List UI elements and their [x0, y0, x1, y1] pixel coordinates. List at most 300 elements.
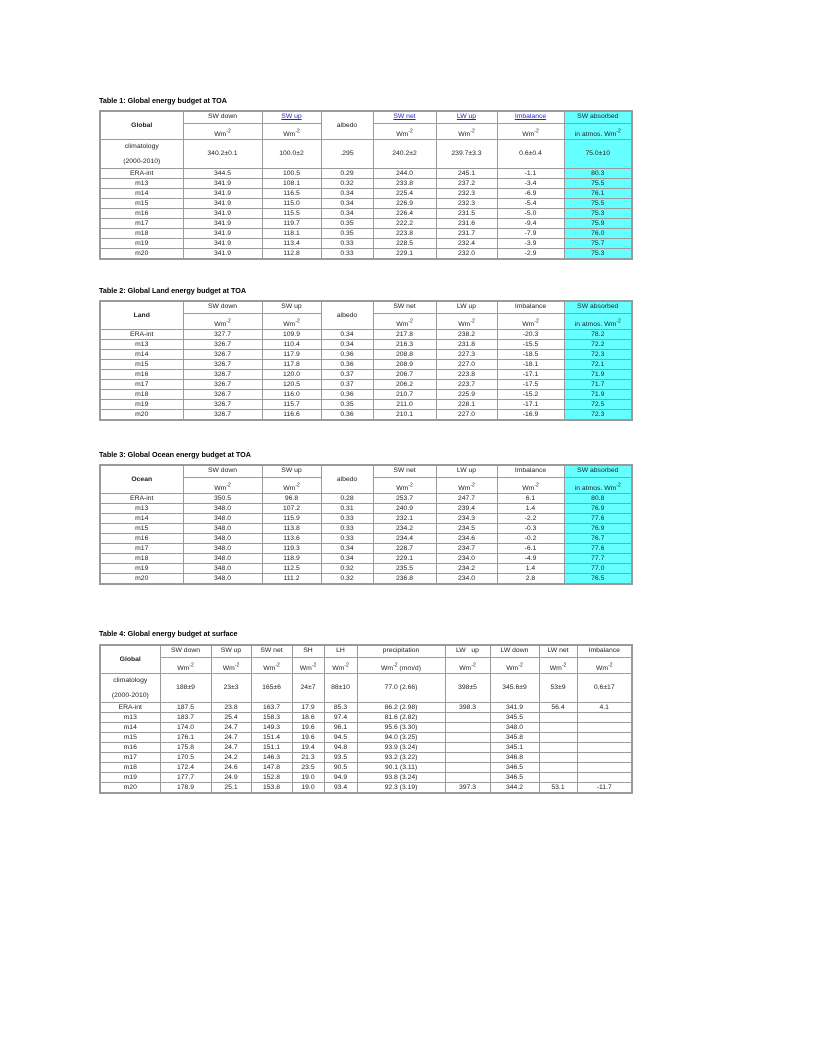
- table-cell: [445, 762, 490, 772]
- table-cell: 94.5: [324, 732, 357, 742]
- table-cell: 111.2: [262, 573, 321, 584]
- table-cell: 72.1: [564, 359, 632, 369]
- row-label: m17: [100, 752, 160, 762]
- table-cell: 93.9 (3.24): [357, 742, 445, 752]
- table-cell: 228.7: [373, 543, 436, 553]
- table1-corner: Global: [100, 111, 183, 139]
- table-cell: 176.1: [160, 732, 211, 742]
- table-cell: 234.2: [436, 563, 497, 573]
- unit-label: $Wm^{-2}$: [251, 657, 292, 673]
- row-label: m13: [100, 178, 183, 188]
- table-cell: [577, 712, 632, 722]
- table-cell: 72.3: [564, 409, 632, 420]
- row-label: ERA-int: [100, 329, 183, 339]
- table-cell: 227.0: [436, 409, 497, 420]
- table-cell: 53.1: [539, 782, 577, 793]
- table-row: [100, 553, 632, 563]
- table-cell: 227.3: [436, 349, 497, 359]
- table-cell: 24.7: [211, 732, 251, 742]
- table2-col-header: SW up: [262, 301, 321, 313]
- table-cell: 81.6 (2.82): [357, 712, 445, 722]
- table-cell: 344.2: [490, 782, 539, 793]
- table-row: [100, 399, 632, 409]
- table-cell: 23.5: [292, 762, 324, 772]
- table4-col-header: SH: [292, 645, 324, 657]
- table-cell: 80.3: [564, 168, 632, 178]
- table-cell: 344.5: [183, 168, 262, 178]
- table-cell: 0.37: [321, 369, 373, 379]
- table-cell: 345.8: [490, 732, 539, 742]
- table-cell: [445, 742, 490, 752]
- row-label: m14: [100, 722, 160, 732]
- unit-label: $Wm^{-2}$: [183, 123, 262, 139]
- table-cell: 152.8: [251, 772, 292, 782]
- table-cell: 19.0: [292, 782, 324, 793]
- table-cell: 75.3: [564, 208, 632, 218]
- table-cell: 21.3: [292, 752, 324, 762]
- table-cell: 232.3: [436, 198, 497, 208]
- table-row: [100, 168, 632, 178]
- table-cell: -0.2: [497, 533, 564, 543]
- table-cell: [539, 772, 577, 782]
- table-cell: 90.5: [324, 762, 357, 772]
- table-cell: 93.2 (3.22): [357, 752, 445, 762]
- row-label: ERA-int: [100, 493, 183, 503]
- table1-climatology-row: [100, 139, 632, 168]
- table-cell: 94.0 (3.25): [357, 732, 445, 742]
- table-cell: 206.7: [373, 369, 436, 379]
- table-cell: [539, 732, 577, 742]
- unit-label: $Wm^{-2}$: [577, 657, 632, 673]
- table-cell: 0.33: [321, 248, 373, 259]
- table-cell: 120.5: [262, 379, 321, 389]
- table-cell: 71.9: [564, 389, 632, 399]
- table4-col-header: LW up: [445, 645, 490, 657]
- table-cell: 178.9: [160, 782, 211, 793]
- table-cell: -15.5: [497, 339, 564, 349]
- table-cell: 19.0: [292, 772, 324, 782]
- row-label: ERA-int: [100, 702, 160, 712]
- table-cell: 345.6±9: [490, 673, 539, 702]
- table-cell: 24.2: [211, 752, 251, 762]
- table2-col-header: SW absorbed: [564, 301, 632, 313]
- unit-label: $Wm^{-2}$: [373, 123, 436, 139]
- table-cell: 71.9: [564, 369, 632, 379]
- table-cell: 326.7: [183, 389, 262, 399]
- table-cell: 225.9: [436, 389, 497, 399]
- table-cell: 71.7: [564, 379, 632, 389]
- table1-col-header-link[interactable]: Imbalance: [497, 111, 564, 123]
- table-cell: 188±9: [160, 673, 211, 702]
- table4-col-header: SW down: [160, 645, 211, 657]
- table-cell: 75.9: [564, 218, 632, 228]
- table-cell: 231.7: [436, 228, 497, 238]
- table-cell: -2.9: [497, 248, 564, 259]
- table-row: [100, 238, 632, 248]
- table-cell: 0.34: [321, 208, 373, 218]
- table-cell: 149.3: [251, 722, 292, 732]
- table-cell: 228.5: [373, 238, 436, 248]
- unit-label: $Wm^{-2}$: [497, 313, 564, 329]
- table-cell: 0.37: [321, 379, 373, 389]
- table4-col-header: LW down: [490, 645, 539, 657]
- table-cell: -18.5: [497, 349, 564, 359]
- table2-caption: Table 2: Global Land energy budget at TOA: [99, 286, 247, 295]
- table-cell: 340.2±0.1: [183, 139, 262, 168]
- unit-label: $Wm^{-2}$: [373, 477, 436, 493]
- table-cell: 228.1: [436, 399, 497, 409]
- table-cell: 232.3: [436, 188, 497, 198]
- table-cell: -17.1: [497, 369, 564, 379]
- row-label: m19: [100, 399, 183, 409]
- table-cell: -3.4: [497, 178, 564, 188]
- table-cell: 231.5: [436, 208, 497, 218]
- table-cell: 116.6: [262, 409, 321, 420]
- table-cell: 76.5: [564, 573, 632, 584]
- row-label: m20: [100, 248, 183, 259]
- table-cell: 227.0: [436, 359, 497, 369]
- table-cell: 225.4: [373, 188, 436, 198]
- table-cell: 108.1: [262, 178, 321, 188]
- table-cell: 348.0: [183, 573, 262, 584]
- table-cell: [539, 762, 577, 772]
- table-cell: 0.6±0.4: [497, 139, 564, 168]
- table1-col-header-link[interactable]: SW up: [262, 111, 321, 123]
- table-cell: 75.7: [564, 238, 632, 248]
- row-label: m16: [100, 533, 183, 543]
- table-cell: 348.0: [183, 513, 262, 523]
- table-cell: 326.7: [183, 379, 262, 389]
- table-cell: [445, 732, 490, 742]
- table-cell: [577, 772, 632, 782]
- table4-climatology-row: [100, 673, 632, 702]
- table-cell: 0.36: [321, 349, 373, 359]
- table-cell: 234.0: [436, 553, 497, 563]
- table-cell: 341.9: [183, 218, 262, 228]
- table-cell: -15.2: [497, 389, 564, 399]
- row-label: m18: [100, 228, 183, 238]
- table-cell: 119.7: [262, 218, 321, 228]
- table3-col-header: albedo: [321, 465, 373, 493]
- table-cell: 345.1: [490, 742, 539, 752]
- table4-col-header: Imbalance: [577, 645, 632, 657]
- table-cell: 0.33: [321, 513, 373, 523]
- table-row: [100, 248, 632, 259]
- table-cell: -17.5: [497, 379, 564, 389]
- table-cell: 223.8: [436, 369, 497, 379]
- table-cell: 348.0: [183, 543, 262, 553]
- table-cell: 77.6: [564, 543, 632, 553]
- table-cell: 247.7: [436, 493, 497, 503]
- table-cell: 115.9: [262, 513, 321, 523]
- unit-label: $Wm^{-2}$: [292, 657, 324, 673]
- row-label: m15: [100, 523, 183, 533]
- row-label: m19: [100, 238, 183, 248]
- table-cell: 6.1: [497, 493, 564, 503]
- table-cell: [445, 712, 490, 722]
- table-cell: 234.3: [436, 513, 497, 523]
- row-label: ERA-int: [100, 168, 183, 178]
- table3-col-header: SW net: [373, 465, 436, 477]
- table-cell: 19.6: [292, 732, 324, 742]
- table-cell: 234.0: [436, 573, 497, 584]
- table-cell: 326.7: [183, 409, 262, 420]
- unit-label: $Wm^{-2}$: [262, 313, 321, 329]
- table-cell: [539, 722, 577, 732]
- table-cell: 397.3: [445, 782, 490, 793]
- table-cell: 78.2: [564, 329, 632, 339]
- table-cell: 341.9: [183, 188, 262, 198]
- table-cell: 234.6: [436, 533, 497, 543]
- table-cell: 234.2: [373, 523, 436, 533]
- table-cell: -20.3: [497, 329, 564, 339]
- table-cell: 183.7: [160, 712, 211, 722]
- table-cell: 341.9: [183, 208, 262, 218]
- table-cell: 94.9: [324, 772, 357, 782]
- table-cell: 153.8: [251, 782, 292, 793]
- table-cell: -6.9: [497, 188, 564, 198]
- table-cell: 237.2: [436, 178, 497, 188]
- climatology-label: climatology (2000-2010): [100, 139, 183, 168]
- table4-corner: Global: [100, 645, 160, 673]
- row-label: m16: [100, 369, 183, 379]
- table-cell: 116.5: [262, 188, 321, 198]
- table-cell: 25.4: [211, 712, 251, 722]
- table-cell: 0.34: [321, 553, 373, 563]
- unit-label: $Wm^{-2}$: [373, 313, 436, 329]
- table-row: [100, 349, 632, 359]
- table-cell: 147.8: [251, 762, 292, 772]
- table-cell: 0.32: [321, 178, 373, 188]
- table-cell: 236.8: [373, 573, 436, 584]
- table-row: [100, 493, 632, 503]
- table-cell: 398±5: [445, 673, 490, 702]
- table-cell: 76.1: [564, 188, 632, 198]
- row-label: m15: [100, 198, 183, 208]
- table-row: [100, 359, 632, 369]
- table3-col-header: SW absorbed: [564, 465, 632, 477]
- table3-ocean-toa: [99, 464, 633, 585]
- unit-label: $Wm^{-2}$: [183, 477, 262, 493]
- table-cell: 1.4: [497, 563, 564, 573]
- unit-label: $Wm^{-2}$: [262, 477, 321, 493]
- table-cell: 170.5: [160, 752, 211, 762]
- table-cell: 75.3: [564, 248, 632, 259]
- table-row: [100, 772, 632, 782]
- table-cell: 232.0: [436, 248, 497, 259]
- table-cell: 326.7: [183, 359, 262, 369]
- unit-label: $Wm^{-2}$: [211, 657, 251, 673]
- table-cell: 113.8: [262, 523, 321, 533]
- unit-label: $Wm^{-2}$: [262, 123, 321, 139]
- table-row: [100, 188, 632, 198]
- row-label: m14: [100, 513, 183, 523]
- table1-caption: Table 1: Global energy budget at TOA: [99, 96, 227, 105]
- table-cell: 211.0: [373, 399, 436, 409]
- table-cell: 151.4: [251, 732, 292, 742]
- table-cell: 0.33: [321, 523, 373, 533]
- table-cell: 238.2: [436, 329, 497, 339]
- unit-label: $Wm^{-2}$: [324, 657, 357, 673]
- row-label: m18: [100, 762, 160, 772]
- table-cell: 0.33: [321, 533, 373, 543]
- unit-label: $Wm^{-2}$: [445, 657, 490, 673]
- table-cell: 146.3: [251, 752, 292, 762]
- table-cell: 216.3: [373, 339, 436, 349]
- table-cell: -5.0: [497, 208, 564, 218]
- table-row: [100, 389, 632, 399]
- table4-global-surface: [99, 644, 633, 794]
- table-row: [100, 732, 632, 742]
- table-cell: [577, 732, 632, 742]
- table-cell: 240.9: [373, 503, 436, 513]
- table-row: [100, 523, 632, 533]
- table-row: [100, 228, 632, 238]
- table-cell: 326.7: [183, 339, 262, 349]
- table-cell: [577, 722, 632, 732]
- table-cell: 253.7: [373, 493, 436, 503]
- table-cell: 56.4: [539, 702, 577, 712]
- table-cell: 346.8: [490, 752, 539, 762]
- table-cell: 23±3: [211, 673, 251, 702]
- table-cell: 341.9: [490, 702, 539, 712]
- table-cell: 245.1: [436, 168, 497, 178]
- table-cell: 244.0: [373, 168, 436, 178]
- table-cell: 72.3: [564, 349, 632, 359]
- table-cell: 0.34: [321, 188, 373, 198]
- climatology-label: climatology (2000-2010): [100, 673, 160, 702]
- table-cell: 94.8: [324, 742, 357, 752]
- table1-col-header: SW down: [183, 111, 262, 123]
- table-cell: 0.33: [321, 238, 373, 248]
- table-cell: 210.1: [373, 409, 436, 420]
- table-cell: [445, 722, 490, 732]
- row-label: m14: [100, 349, 183, 359]
- table-cell: 96.8: [262, 493, 321, 503]
- table-cell: 165±6: [251, 673, 292, 702]
- table-cell: 0.31: [321, 503, 373, 513]
- table-cell: 109.9: [262, 329, 321, 339]
- table-cell: -6.1: [497, 543, 564, 553]
- row-label: m13: [100, 339, 183, 349]
- unit-label: in atmos. $Wm^{-2}$: [564, 123, 632, 139]
- table-cell: 235.5: [373, 563, 436, 573]
- table-cell: 346.5: [490, 762, 539, 772]
- table-cell: [539, 742, 577, 752]
- table2-col-header: Imbalance: [497, 301, 564, 313]
- unit-label: $Wm^{-2}$: [497, 477, 564, 493]
- table-cell: 0.36: [321, 409, 373, 420]
- table-cell: 88±10: [324, 673, 357, 702]
- table-cell: 0.36: [321, 359, 373, 369]
- table-cell: 348.0: [183, 523, 262, 533]
- table-cell: 113.6: [262, 533, 321, 543]
- table-cell: 151.1: [251, 742, 292, 752]
- table-cell: 116.0: [262, 389, 321, 399]
- table-cell: 187.5: [160, 702, 211, 712]
- table-row: [100, 339, 632, 349]
- table-cell: 115.7: [262, 399, 321, 409]
- table-row: [100, 208, 632, 218]
- table4-col-header: SW net: [251, 645, 292, 657]
- table-cell: 0.6±17: [577, 673, 632, 702]
- table-cell: 341.9: [183, 238, 262, 248]
- row-label: m13: [100, 503, 183, 513]
- table-cell: 234.5: [436, 523, 497, 533]
- table-cell: 232.1: [373, 513, 436, 523]
- unit-label: $Wm^{-2}$: [183, 313, 262, 329]
- table1-col-header-link[interactable]: SW net: [373, 111, 436, 123]
- table-cell: -18.1: [497, 359, 564, 369]
- table-cell: 174.0: [160, 722, 211, 732]
- unit-label: $Wm^{-2}$: [539, 657, 577, 673]
- table-row: [100, 722, 632, 732]
- row-label: m20: [100, 409, 183, 420]
- table-cell: 231.8: [436, 339, 497, 349]
- unit-label: in atmos. $Wm^{-2}$: [564, 313, 632, 329]
- unit-label: $Wm^{-2}$: [436, 123, 497, 139]
- table-cell: 100.5: [262, 168, 321, 178]
- table-cell: -0.3: [497, 523, 564, 533]
- table2-col-header: albedo: [321, 301, 373, 329]
- table-cell: [577, 752, 632, 762]
- table-cell: 341.9: [183, 198, 262, 208]
- table-cell: 326.7: [183, 399, 262, 409]
- table2-land-toa: [99, 300, 633, 421]
- table-cell: [577, 762, 632, 772]
- table-cell: -4.9: [497, 553, 564, 563]
- table1-col-header-link[interactable]: LW up: [436, 111, 497, 123]
- table-cell: 0.34: [321, 329, 373, 339]
- table-cell: 226.9: [373, 198, 436, 208]
- table-cell: 348.0: [490, 722, 539, 732]
- table-cell: 110.4: [262, 339, 321, 349]
- row-label: m15: [100, 732, 160, 742]
- table-cell: 24.9: [211, 772, 251, 782]
- table-cell: 86.2 (2.98): [357, 702, 445, 712]
- table3-col-header: SW up: [262, 465, 321, 477]
- table-cell: 345.5: [490, 712, 539, 722]
- table-cell: 0.35: [321, 399, 373, 409]
- table-cell: 113.4: [262, 238, 321, 248]
- row-label: m18: [100, 389, 183, 399]
- table-cell: 118.1: [262, 228, 321, 238]
- table-cell: 1.4: [497, 503, 564, 513]
- table-cell: 234.4: [373, 533, 436, 543]
- unit-label: $Wm^{-2}$: [436, 477, 497, 493]
- table-cell: [445, 772, 490, 782]
- table-cell: 76.9: [564, 503, 632, 513]
- table-cell: 4.1: [577, 702, 632, 712]
- table-cell: 118.9: [262, 553, 321, 563]
- table-cell: 232.4: [436, 238, 497, 248]
- table-cell: 112.5: [262, 563, 321, 573]
- table3-col-header: SW down: [183, 465, 262, 477]
- table-row: [100, 702, 632, 712]
- table1-global-toa: [99, 110, 633, 260]
- table-cell: 348.0: [183, 563, 262, 573]
- table-cell: 398.3: [445, 702, 490, 712]
- table-cell: -1.1: [497, 168, 564, 178]
- table4-col-header: SW up: [211, 645, 251, 657]
- table-cell: 75.5: [564, 178, 632, 188]
- row-label: m14: [100, 188, 183, 198]
- table-cell: 217.8: [373, 329, 436, 339]
- table-row: [100, 752, 632, 762]
- table-cell: 120.0: [262, 369, 321, 379]
- table-cell: [539, 712, 577, 722]
- table-cell: 76.9: [564, 523, 632, 533]
